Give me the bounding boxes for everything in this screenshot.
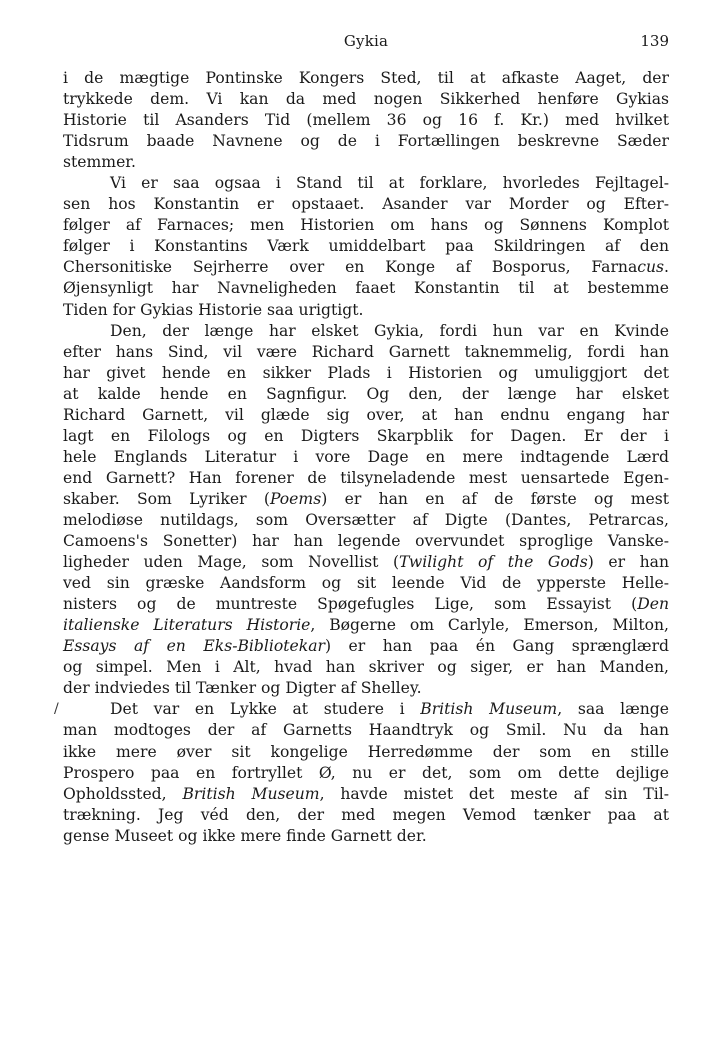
text-line: Opholdssted, British Museum, havde mistet det meste af sin Til- [63,784,669,803]
book-page [54,32,670,847]
body-text [54,68,670,847]
text-line: sen hos Konstantin er opstaaet. Asander var Morder og Efter- [63,195,669,214]
text-line: Chersonitiske Sejrherre over en Konge af Bosporus, Farnacus. [63,258,669,277]
text-line: der indviedes til Tænker og Digter af Shelley. [63,679,422,698]
text-line: Historie til Asanders Tid (mellem 36 og 16 f. Kr.) med hvilket [63,111,669,130]
paragraph-2 [63,173,669,320]
running-title: Gykia [343,32,389,50]
text-line: trækning. Jeg véd den, der med megen Vemod tænker paa at [63,805,669,824]
text-line: i de mægtige Pontinske Kongers Sted, til at afkaste Aaget, der [63,69,669,87]
text-line: Camoens's Sonetter) har han legende overvundet sproglige Vanske- [63,532,669,551]
running-head [63,32,669,58]
page-number: 139 [640,32,669,50]
text-line: Vi er saa ogsaa i Stand til at forklare, hvorledes Fejltagel- [110,174,669,193]
paragraph-4 [54,699,669,846]
text-line: trykkede dem. Vi kan da med nogen Sikkerhed henføre Gykias [63,90,669,109]
paragraph-1 [63,68,669,173]
text-line: hele Englands Literatur i vore Dage en mere indtagende Lærd [63,447,669,466]
text-line: melodiøse nutildags, som Oversætter af Digte (Dantes, Petrarcas, [63,510,669,529]
text-line: ikke mere øver sit kongelige Herredømme der som en stille [63,742,669,761]
text-line: at kalde hende en Sagnfigur. Og den, der længe har elsket [63,384,669,403]
text-line: Richard Garnett, vil glæde sig over, at han endnu engang har [63,405,669,424]
text-line: følger i Konstantins Værk umiddelbart paa Skildringen af den [63,237,669,256]
text-line: skaber. Som Lyriker (Poems) er han en af de første og mest [63,489,669,508]
text-line: Essays af en Eks-Bibliotekar) er han paa én Gang sprænglærd [63,637,669,656]
text-line: Tiden for Gykias Historie saa urigtigt. [63,300,364,319]
text-line: stemmer. [63,153,136,172]
margin-mark: / [54,701,59,718]
text-line: gense Museet og ikke mere finde Garnett der. [63,826,427,845]
text-line: Øjensynligt har Navneligheden faaet Konstantin til at bestemme [63,279,669,298]
text-line: man modtoges der af Garnetts Haandtryk og Smil. Nu da han [63,721,669,740]
text-line: og simpel. Men i Alt, hvad han skriver og siger, er han Manden, [63,658,669,677]
text-line: ligheder uden Mage, som Novellist (Twilight of the Gods) er han [63,553,670,572]
text-line: Prospero paa en fortryllet Ø, nu er det, som om dette dejlige [63,763,669,782]
text-line: lagt en Filologs og en Digters Skarpblik for Dagen. Er der i [63,426,669,445]
text-line: følger af Farnaces; men Historien om hans og Sønnens Komplot [63,216,669,235]
text-line: italienske Literaturs Historie, Bøgerne om Carlyle, Emerson, Milton, [63,616,669,635]
text-line: Den, der længe har elsket Gykia, fordi hun var en Kvinde [110,321,669,340]
text-line: end Garnett? Han forener de tilsyneladende mest uensartede Egen- [63,468,669,487]
text-line: nisters og de muntreste Spøgefugles Lige, som Essayist (Den [63,595,669,614]
text-line: har givet hende en sikker Plads i Historien og umuliggjort det [63,363,669,382]
text-line: Det var en Lykke at studere i British Museum, saa længe [110,700,669,719]
text-line: Tidsrum baade Navnene og de i Fortællingen beskrevne Sæder [63,132,669,151]
text-line: efter hans Sind, vil være Richard Garnett taknemmelig, fordi han [63,342,669,361]
paragraph-3 [63,321,669,700]
text-line: ved sin græske Aandsform og sit leende Vid de ypperste Helle- [63,574,669,593]
